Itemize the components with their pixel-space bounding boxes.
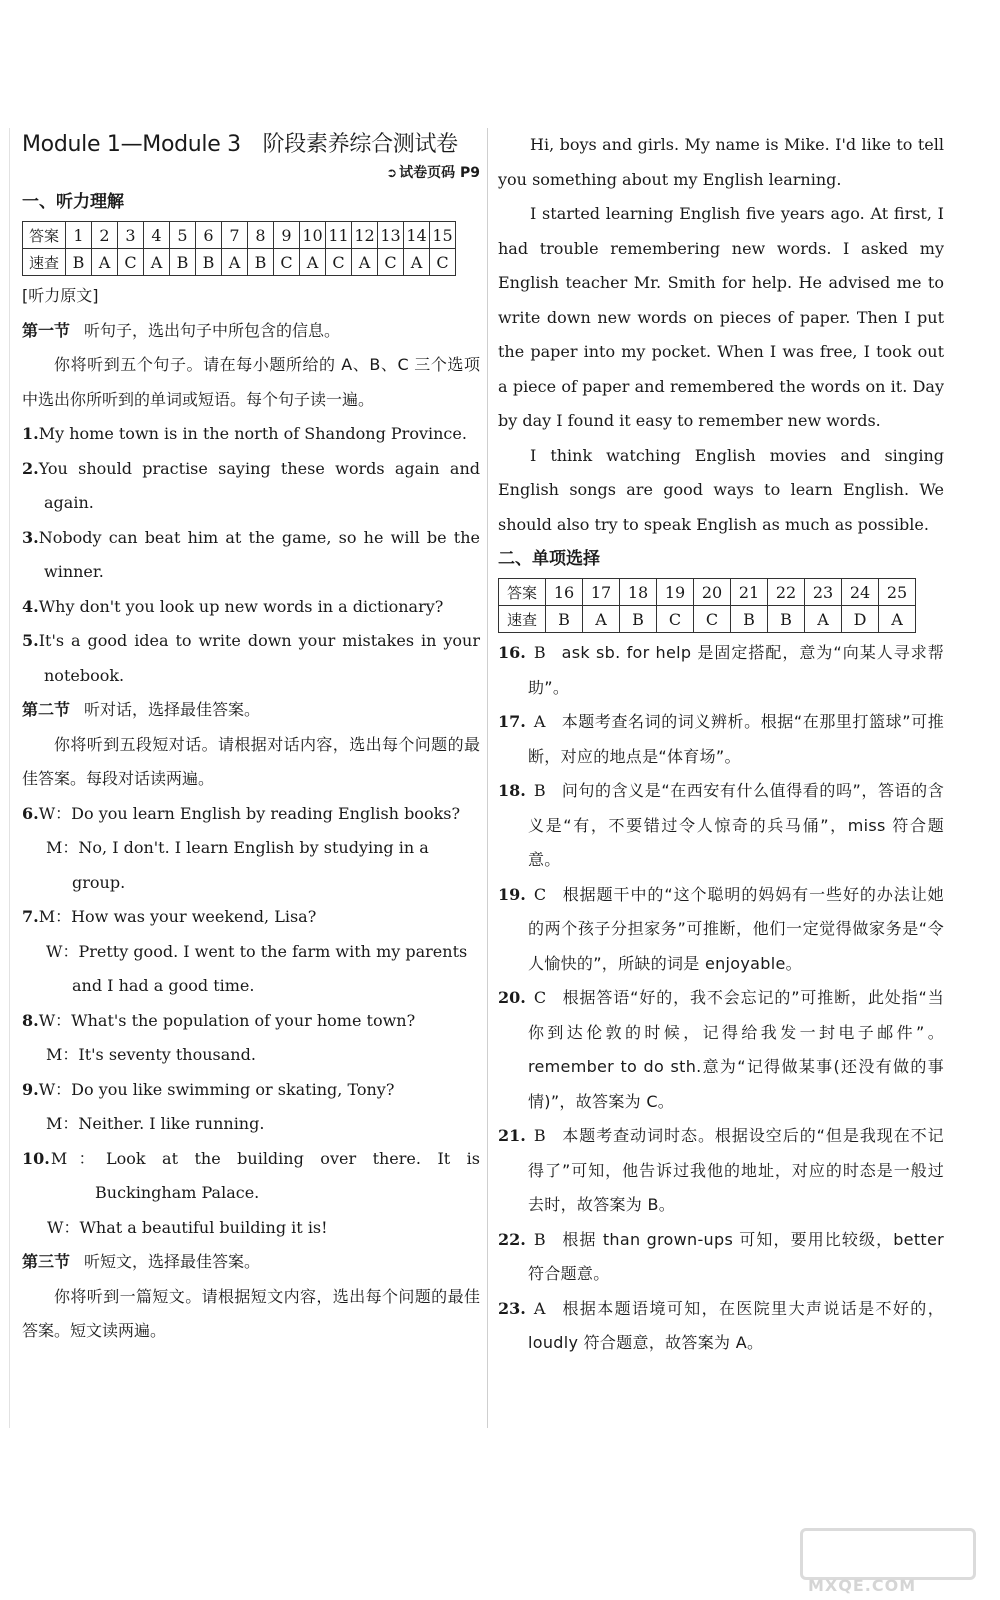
item-number: 1. (22, 424, 39, 443)
table-cell: 16 (546, 579, 583, 606)
dialogue-text: W：Do you like swimming or skating, Tony? (38, 1079, 395, 1099)
left-column (22, 128, 480, 1349)
column-divider (487, 128, 488, 1428)
table-cell: 20 (694, 579, 731, 606)
item-answer: A (533, 1298, 546, 1318)
passage-paragraph: Hi, boys and girls. My name is Mike. I'd like to tell you something about my English learning. (498, 135, 944, 189)
item-number: 17. (498, 712, 526, 731)
table-cell: 19 (657, 579, 694, 606)
table-cell: A (879, 606, 916, 633)
table-head-cell: 答案 (23, 222, 66, 249)
item-text: ask sb. for help 是固定搭配，意为“向某人寻求帮助”。 (528, 643, 944, 697)
dialogue-line (22, 797, 480, 832)
dialogue-item (22, 900, 480, 1004)
sentence-list (22, 417, 480, 693)
explanation-item (498, 981, 944, 1119)
item-number: 5. (22, 631, 39, 650)
table-cell: C (118, 249, 144, 276)
table-cell: A (805, 606, 842, 633)
dialogue-text: M：Neither. I like running. (46, 1114, 265, 1133)
dialogue-line (22, 1107, 480, 1142)
dialogue-line (22, 1211, 480, 1246)
table-cell: 18 (620, 579, 657, 606)
table-cell: B (66, 249, 92, 276)
dialogue-text: W：Pretty good. I went to the farm with my parents and I had a good time. (46, 941, 468, 995)
section-heading-choice: 二、单项选择 (498, 549, 600, 569)
table-cell: 21 (731, 579, 768, 606)
item-text: Nobody can beat him at the game, so he will be the winner. (38, 527, 480, 581)
script-label: [听力原文] (22, 286, 99, 305)
subsection-intro: 你将听到五个句子。请在每小题所给的 A、B、C 三个选项中选出你所听到的单词或短语。每个句子读一遍。 (22, 355, 480, 409)
page-reference (22, 162, 480, 185)
table-cell: 22 (768, 579, 805, 606)
item-answer: B (533, 1229, 546, 1249)
item-number: 18. (498, 781, 526, 800)
item-text: My home town is in the north of Shandong Province. (38, 424, 467, 443)
table-row (499, 579, 916, 606)
subsection-3 (22, 1245, 480, 1280)
item-answer: C (533, 884, 547, 904)
table-cell: A (222, 249, 248, 276)
table-cell: B (731, 606, 768, 633)
table-cell: 2 (92, 222, 118, 249)
explanation-list (498, 636, 944, 1361)
table-cell: A (404, 249, 430, 276)
item-answer: A (533, 712, 546, 731)
subsection-label: 第二节 (22, 700, 71, 719)
dialogue-item (22, 1073, 480, 1142)
item-number: 10. (22, 1148, 50, 1168)
subsection-intro: 你将听到一篇短文。请根据短文内容，选出每个问题的最佳答案。短文读两遍。 (22, 1286, 480, 1340)
table-cell: A (300, 249, 326, 276)
table-cell: 14 (404, 222, 430, 249)
passage-paragraph: I started learning English five years ago. At first, I had trouble remembering new words. I asked my English teacher Mr. Smith for help. He advised me to write down new words on pieces of paper. Then I put the paper into my pocket. When I was free, I took out a piece of paper and remembered the words on it. Day by day I found it easy to remember new words. (498, 204, 944, 430)
list-item (22, 417, 480, 452)
item-text: 根据题干中的“这个聪明的妈妈有一些好的办法让她的两个孩子分担家务”可推断，他们一定觉得做家务是“令人愉快的”，所缺的词是 enjoyable。 (528, 884, 944, 973)
dialogue-text: W：Do you learn English by reading English books? (38, 803, 461, 823)
table-cell: 1 (66, 222, 92, 249)
item-answer: B (533, 643, 546, 662)
explanation-item (498, 878, 944, 982)
table-cell: C (657, 606, 694, 633)
table-cell: B (248, 249, 274, 276)
item-number: 2. (22, 458, 39, 478)
item-number: 16. (498, 643, 526, 662)
dialogue-item (22, 797, 480, 901)
table-cell: 8 (248, 222, 274, 249)
item-number: 22. (498, 1229, 526, 1249)
item-number: 9. (22, 1079, 39, 1099)
dialogue-list (22, 797, 480, 1246)
item-number: 4. (22, 596, 39, 616)
table-cell: 10 (300, 222, 326, 249)
list-item (22, 521, 480, 590)
table-cell: 15 (430, 222, 456, 249)
table-cell: C (274, 249, 300, 276)
table-cell: B (620, 606, 657, 633)
dialogue-line (22, 1038, 480, 1073)
list-item (22, 452, 480, 521)
item-number: 6. (22, 803, 39, 823)
table-cell: 11 (326, 222, 352, 249)
item-answer: B (533, 1126, 546, 1145)
watermark-frame (800, 1528, 976, 1580)
item-number: 19. (498, 884, 526, 904)
item-text: Why don't you look up new words in a dictionary? (38, 596, 444, 616)
table-cell: A (583, 606, 620, 633)
item-text: 本题考查名词的词义辨析。根据“在那里打篮球”可推断，对应的地点是“体育场”。 (528, 712, 944, 766)
answer-table-listening (22, 221, 456, 276)
dialogue-line (22, 1073, 480, 1108)
subsection-1 (22, 314, 480, 349)
page-title: Module 1—Module 3 阶段素养综合测试卷 (22, 132, 458, 157)
dialogue-text: M：How was your weekend, Lisa? (38, 907, 317, 926)
item-number: 21. (498, 1126, 526, 1145)
page-reference-text: 试卷页码 P9 (399, 165, 480, 181)
answer-table-choice (498, 578, 916, 633)
table-cell: C (378, 249, 404, 276)
item-number: 23. (498, 1298, 526, 1318)
table-cell: B (170, 249, 196, 276)
explanation-item (498, 1292, 944, 1361)
table-row (23, 222, 456, 249)
section-heading-listening: 一、听力理解 (22, 192, 124, 212)
dialogue-text: W：What a beautiful building it is! (47, 1217, 328, 1237)
subsection-2 (22, 693, 480, 728)
table-cell: A (144, 249, 170, 276)
table-cell: 17 (583, 579, 620, 606)
table-cell: C (326, 249, 352, 276)
page-edge-line (9, 128, 10, 1428)
subsection-intro: 你将听到五段短对话。请根据对话内容，选出每个问题的最佳答案。每段对话读两遍。 (22, 734, 480, 788)
table-cell: 13 (378, 222, 404, 249)
table-cell: 6 (196, 222, 222, 249)
dialogue-line (22, 935, 480, 1004)
listening-passage (498, 128, 944, 542)
explanation-item (498, 774, 944, 878)
dialogue-line (22, 1004, 480, 1039)
item-text: It's a good idea to write down your mistakes in your notebook. (38, 631, 480, 685)
table-head-cell: 速查 (23, 249, 66, 276)
dialogue-text: M：Look at the building over there. It is Buckingham Palace. (50, 1148, 480, 1202)
table-cell: B (196, 249, 222, 276)
table-cell: 24 (842, 579, 879, 606)
watermark-logo (800, 1526, 970, 1596)
subsection-label: 第一节 (22, 320, 71, 340)
passage-paragraph: I think watching English movies and singing English songs are good ways to learn English. We should also try to speak English as much as possible. (498, 445, 944, 534)
table-cell: A (352, 249, 378, 276)
subsection-label: 第三节 (22, 1252, 71, 1271)
item-text: 问句的含义是“在西安有什么值得看的吗”，答语的含义是“有，不要错过令人惊奇的兵马俑”，miss 符合题意。 (528, 781, 944, 869)
table-cell: B (546, 606, 583, 633)
explanation-item (498, 1119, 944, 1223)
dialogue-item (22, 1142, 480, 1246)
table-cell: 3 (118, 222, 144, 249)
table-cell: C (430, 249, 456, 276)
item-number: 3. (22, 527, 39, 547)
dialogue-line (22, 900, 480, 935)
table-head-cell: 速查 (499, 606, 546, 633)
dialogue-item (22, 1004, 480, 1073)
subsection-title: 听短文，选择最佳答案。 (84, 1252, 261, 1271)
list-item (22, 624, 480, 693)
list-item (22, 590, 480, 625)
dialogue-text: M：No, I don't. I learn English by studying in a group. (46, 838, 429, 892)
item-text: 本题考查动词时态。根据设空后的“但是我现在不记得了”可知，他告诉过我他的地址，对应的时态是一般过去时，故答案为 B。 (528, 1126, 944, 1214)
table-cell: 4 (144, 222, 170, 249)
dialogue-line (22, 831, 480, 900)
table-cell: 12 (352, 222, 378, 249)
table-cell: 5 (170, 222, 196, 249)
explanation-item (498, 1223, 944, 1292)
table-cell: 7 (222, 222, 248, 249)
right-column (498, 128, 944, 1361)
subsection-title: 听句子，选出句子中所包含的信息。 (84, 320, 341, 340)
item-number: 7. (22, 907, 39, 926)
table-cell: B (768, 606, 805, 633)
explanation-item (498, 705, 944, 774)
table-row (23, 249, 456, 276)
item-number: 20. (498, 988, 526, 1007)
dialogue-line (22, 1142, 480, 1211)
item-answer: B (533, 781, 546, 800)
explanation-item (498, 636, 944, 705)
table-cell: C (694, 606, 731, 633)
item-text: You should practise saying these words again and again. (38, 458, 480, 512)
dialogue-text: M：It's seventy thousand. (46, 1045, 256, 1064)
subsection-title: 听对话，选择最佳答案。 (84, 700, 261, 719)
table-row (499, 606, 916, 633)
item-text: 根据本题语境可知，在医院里大声说话是不好的，loudly 符合题意，故答案为 A。 (528, 1298, 944, 1352)
table-cell: D (842, 606, 879, 633)
table-cell: 25 (879, 579, 916, 606)
item-answer: C (533, 988, 547, 1007)
table-cell: 23 (805, 579, 842, 606)
item-number: 8. (22, 1010, 39, 1030)
table-cell: 9 (274, 222, 300, 249)
item-text: 根据 than grown-ups 可知，要用比较级，better 符合题意。 (528, 1229, 944, 1283)
table-head-cell: 答案 (499, 579, 546, 606)
table-cell: A (92, 249, 118, 276)
dialogue-text: W：What's the population of your home town? (38, 1010, 416, 1030)
watermark-text: MXQE.COM (808, 1576, 917, 1595)
item-text: 根据答语“好的，我不会忘记的”可推断，此处指“当你到达伦敦的时候，记得给我发一封电子邮件”。remember to do sth.意为“记得做某事(还没有做的事情)”，故答案为 C。 (528, 988, 944, 1111)
arrow-right-icon: ➲ (386, 166, 398, 181)
